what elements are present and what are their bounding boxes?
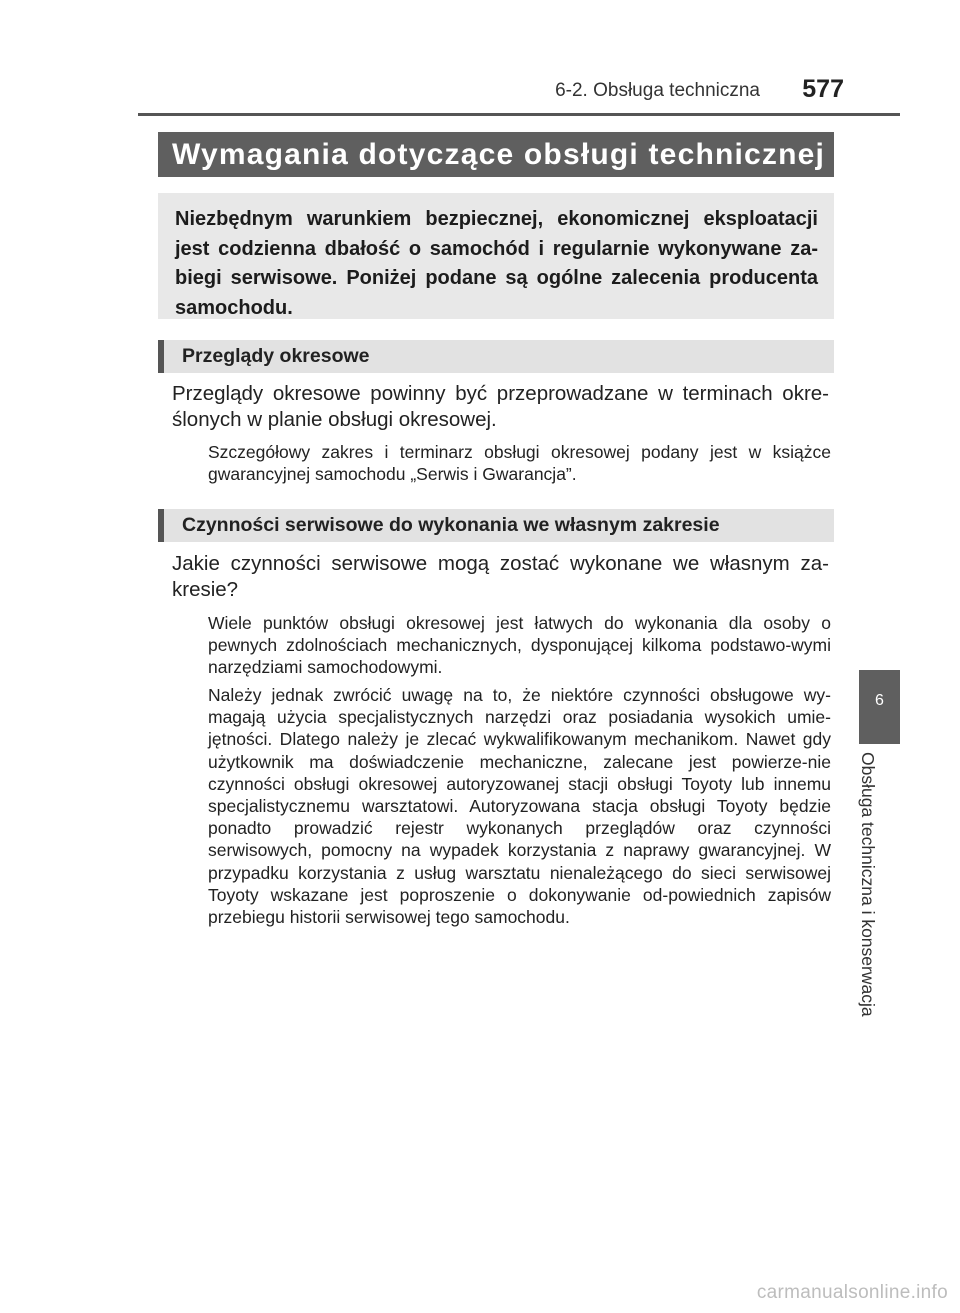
page-title: Wymagania dotyczące obsługi technicznej (158, 132, 834, 177)
page-number: 577 (802, 75, 844, 103)
chapter-tab-label: Obsługa techniczna i konserwacja (858, 752, 878, 1017)
paragraph-diy-note-1: Wiele punktów obsługi okresowej jest łatwych do wykonania dla osoby o pewnych zdolnościach mechanicznych, dysponującej kilkoma podstawo-wymi narzędziami samochodowymi. (208, 613, 831, 678)
subheading-periodic-inspections: Przeglądy okresowe (158, 340, 834, 373)
watermark: carmanualsonline.info (756, 1282, 948, 1303)
subheading-do-it-yourself: Czynności serwisowe do wykonania we własnym zakresie (158, 509, 834, 542)
paragraph-periodic-note: Szczegółowy zakres i terminarz obsługi okresowej podany jest w książce gwarancyjnej samochodu „Serwis i Gwarancja”. (208, 442, 831, 485)
chapter-tab-number: 6 (859, 670, 900, 744)
section-title: 6-2. Obsługa techniczna (555, 80, 760, 101)
paragraph-periodic-main: Przeglądy okresowe powinny być przeprowadzane w terminach okre-ślonych w planie obsługi okresowej. (172, 382, 829, 431)
paragraph-diy-main: Jakie czynności serwisowe mogą zostać wykonane we własnym za-kresie? (172, 552, 829, 601)
page-header (0, 75, 900, 104)
paragraph-diy-note-2: Należy jednak zwrócić uwagę na to, że niektóre czynności obsługowe wy-magają użycia specjalistycznych narzędzi oraz posiadania wysokich umie-jętności. Dlatego należy je zlecać wykwalifikowanym mechanikom. Nawet gdy użytkownik ma doświadczenie mechaniczne, zalecane jest powierze-nie czynności obsługi okresowej autoryzowanej stacji obsługi Toyoty lub innemu specjalistycznemu warsztatowi. Autoryzowana stacja obsługi Toyoty będzie ponadto prowadzić rejestr wykonanych przeglądów oraz czynności serwisowych, pomocny na wypadek korzystania z naprawy gwarancyjnej. W przypadku korzystania z usług warsztatu nienależącego do sieci serwisowej Toyoty wskazane jest poproszenie o dokonywanie od-powiednich zapisów przebiegu historii serwisowej tego samochodu. (208, 685, 831, 928)
intro-box: Niezbędnym warunkiem bezpiecznej, ekonomicznej eksploatacji jest codzienna dbałość o samochód i regularnie wykonywane za-biegi serwisowe. Poniżej podane są ogólne zalecenia producenta samochodu. (158, 193, 834, 319)
header-rule (138, 113, 900, 116)
